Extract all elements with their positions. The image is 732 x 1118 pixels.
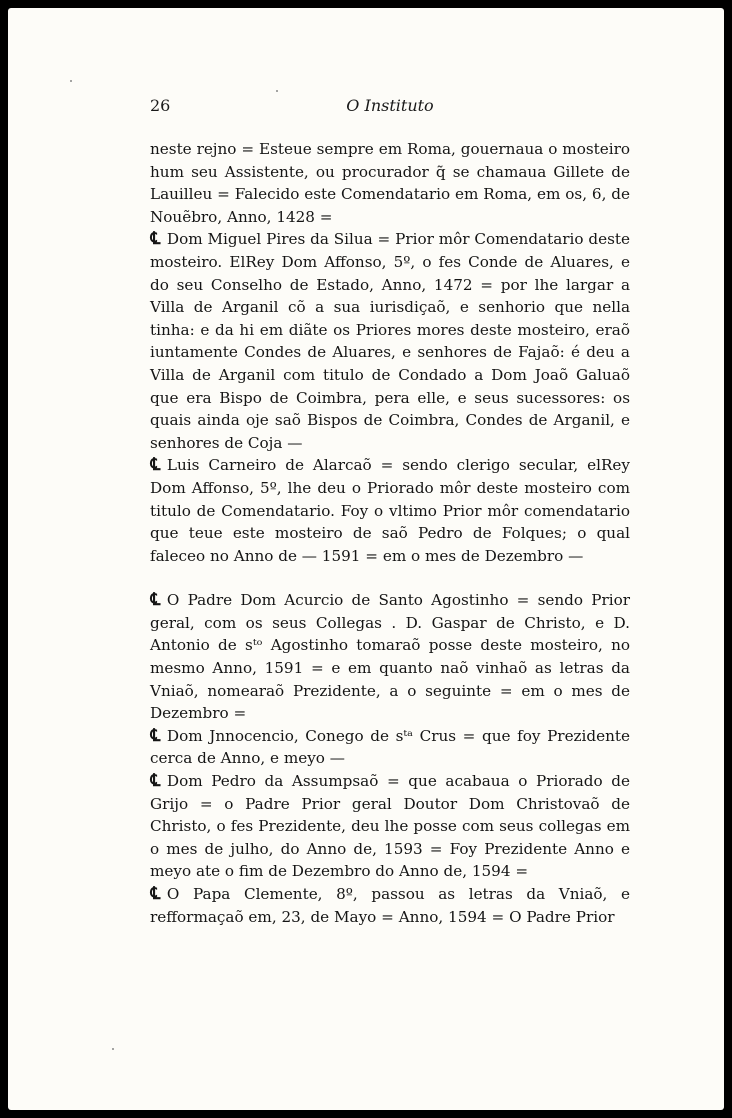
paragraph-text: O Padre Dom Acurcio de Santo Agostinho = sendo Prior geral, com os seus Collegas . D. Gaspar de Christo, e D. Antonio de sᵗᵒ Agostinho tomaraõ posse deste mosteiro, no mesmo Anno, 1591 = e em quanto naõ vinhaõ as letras da Vniaõ, nomearaõ Prezidente, a o seguinte = em o mes de Dezembro =: [150, 591, 630, 723]
page-header: [150, 96, 630, 118]
pilcrow-icon: ℄: [150, 590, 161, 611]
document-page: [8, 8, 724, 1110]
page-number: 26: [150, 96, 171, 115]
paragraph-text: Dom Jnnocencio, Conego de sᵗᵃ Crus = que foy Prezidente cerca de Anno, e meyo —: [150, 726, 630, 768]
paragraph-text: neste rejno = Esteue sempre em Roma, gouernaua o mosteiro hum seu Assistente, ou procurador q̃ se chamaua Gillete de Lauilleu = Falecido este Comendatario em Roma, em os, 6, de Nouẽbro, Anno, 1428 =: [150, 140, 630, 226]
body-text: [150, 138, 630, 928]
pilcrow-icon: ℄: [150, 725, 161, 746]
pilcrow-icon: ℄: [150, 455, 161, 476]
paragraph: [150, 770, 630, 883]
paper-speck: [276, 90, 278, 92]
paper-speck: [112, 1048, 114, 1050]
paragraph: [150, 228, 630, 454]
pilcrow-icon: ℄: [150, 884, 161, 904]
pilcrow-icon: ℄: [150, 229, 161, 250]
paragraph: [150, 138, 630, 228]
paragraph: [150, 883, 630, 928]
paragraph-text: Dom Miguel Pires da Silua = Prior môr Comendatario deste mosteiro. ElRey Dom Affonso, 5º, o fes Conde de Aluares, e do seu Conselho de Estado, Anno, 1472 = por lhe largar a Villa de Arganil cõ a sua iurisdiçaõ, e senhorio que nella tinha: e da hi em diãte os Priores mores deste mosteiro, eraõ iuntamente Condes de Aluares, e senhores de Fajaõ: é deu a Villa de Arganil com titulo de Condado a Dom Joaõ Galuaõ que era Bispo de Coimbra, pera elle, e seus sucessores: os quais ainda oje saõ Bispos de Coimbra, Condes de Arganil, e senhores de Coja —: [150, 230, 630, 452]
paper-speck: [70, 80, 72, 82]
paragraph-text: Luis Carneiro de Alarcaõ = sendo clerigo secular, elRey Dom Affonso, 5º, lhe deu o Priorado môr deste mosteiro com titulo de Comendatario. Foy o vltimo Prior môr comendatario que teue este mosteiro de saõ Pedro de Folques; o qual faleceo no Anno de — 1591 = em o mes de Dezembro —: [150, 456, 630, 565]
pilcrow-icon: ℄: [150, 771, 161, 792]
paragraph: [150, 589, 630, 725]
paragraph: [150, 454, 630, 567]
paragraph: [150, 725, 630, 770]
paragraph-text: O Papa Clemente, 8º, passou as letras da Vniaõ, e refformaçaõ em, 23, de Mayo = Anno, 1594 = O Padre Prior: [150, 885, 630, 926]
paragraph-text: Dom Pedro da Assumpsaõ = que acabaua o Priorado de Grijo = o Padre Prior geral Doutor Dom Christovaõ de Christo, o fes Prezidente, deu lhe posse com seus collegas em o mes de julho, do Anno de, 1593 = Foy Prezidente Anno e meyo ate o fim de Dezembro do Anno de, 1594 =: [150, 772, 630, 881]
running-title: O Instituto: [346, 96, 434, 115]
